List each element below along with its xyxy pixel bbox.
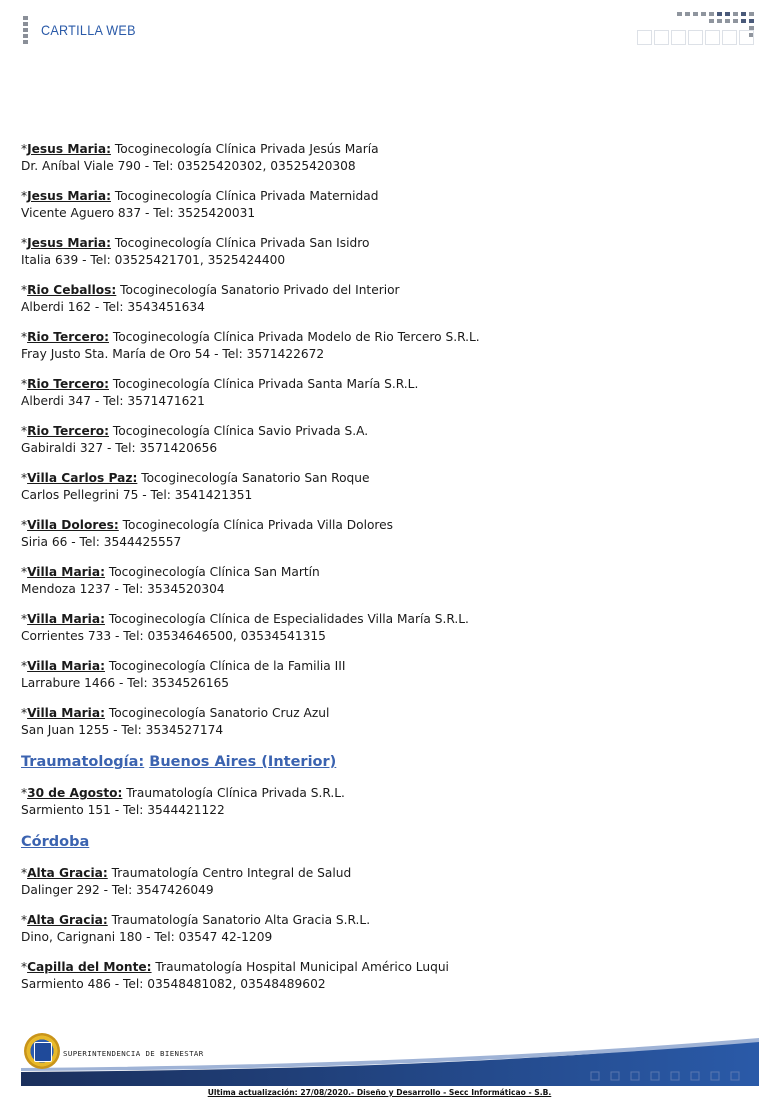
listing-description: Tocoginecología Clínica Privada Santa María S.R.L.	[109, 377, 419, 391]
listing-description: Traumatología Sanatorio Alta Gracia S.R.L.	[107, 913, 371, 927]
listing-entry	[21, 188, 741, 222]
listing-description: Tocoginecología Clínica Privada Jesús María	[110, 142, 379, 156]
listing-block-tocoginecologia	[21, 141, 741, 739]
listing-address: Larrabure 1466 - Tel: 3534526165	[21, 676, 230, 690]
listing-description: Tocoginecología Clínica Privada Modelo de Rio Tercero S.R.L.	[109, 330, 480, 344]
listing-description: Tocoginecología Clínica de Especialidades Villa María S.R.L.	[104, 612, 469, 626]
institution-logo-icon	[24, 1033, 60, 1069]
listing-title-line: *Villa Maria: Tocoginecología Sanatorio Cruz Azul	[21, 706, 330, 720]
section-region-link[interactable]: Córdoba	[21, 834, 90, 850]
listing-title-line: *Rio Tercero: Tocoginecología Clínica Savio Privada S.A.	[21, 424, 369, 438]
listing-address: Dino, Carignani 180 - Tel: 03547 42-1209	[21, 930, 273, 944]
page-header	[0, 0, 759, 60]
listing-city-link[interactable]: 30 de Agosto:	[27, 786, 123, 800]
header-title: CARTILLA WEB	[41, 22, 136, 38]
listing-title-line: *Capilla del Monte: Traumatología Hospital Municipal Américo Luqui	[21, 960, 449, 974]
listing-entry	[21, 959, 741, 993]
listing-description: Tocoginecología Sanatorio Cruz Azul	[104, 706, 330, 720]
listing-entry	[21, 470, 741, 504]
listing-block-cordoba	[21, 865, 741, 993]
listing-description: Traumatología Clínica Privada S.R.L.	[122, 786, 345, 800]
listing-city-link[interactable]: Villa Maria:	[27, 706, 105, 720]
listing-city-link[interactable]: Villa Maria:	[27, 565, 105, 579]
listing-description: Tocoginecología Clínica San Martín	[104, 565, 320, 579]
listing-entry	[21, 865, 741, 899]
directory-content	[21, 141, 741, 1006]
footer-update-note: Ultima actualización: 27/08/2020.- Diseño y Desarrollo - Secc Informáticao - S.B.	[207, 1088, 552, 1097]
section-heading-cordoba	[21, 832, 741, 852]
listing-city-link[interactable]: Rio Tercero:	[27, 424, 109, 438]
listing-title-line: *Villa Dolores: Tocoginecología Clínica Privada Villa Dolores	[21, 518, 394, 532]
footer-wave-banner	[21, 1038, 759, 1086]
listing-title-line: *Villa Carlos Paz: Tocoginecología Sanatorio San Roque	[21, 471, 370, 485]
header-pattern-icon	[637, 12, 759, 48]
listing-entry	[21, 282, 741, 316]
listing-entry	[21, 141, 741, 175]
listing-city-link[interactable]: Jesus Maria:	[27, 142, 111, 156]
listing-city-link[interactable]: Jesus Maria:	[27, 189, 111, 203]
listing-city-link[interactable]: Villa Dolores:	[27, 518, 119, 532]
listing-city-link[interactable]: Villa Maria:	[27, 659, 105, 673]
listing-address: San Juan 1255 - Tel: 3534527174	[21, 723, 224, 737]
listing-title-line: *Alta Gracia: Traumatología Centro Integral de Salud	[21, 866, 352, 880]
listing-title-line: *Jesus Maria: Tocoginecología Clínica Privada San Isidro	[21, 236, 370, 250]
listing-title-line: *Villa Maria: Tocoginecología Clínica de Especialidades Villa María S.R.L.	[21, 612, 469, 626]
listing-entry	[21, 517, 741, 551]
listing-city-link[interactable]: Jesus Maria:	[27, 236, 111, 250]
listing-description: Tocoginecología Clínica Savio Privada S.A.	[109, 424, 369, 438]
listing-entry	[21, 423, 741, 457]
listing-title-line: *Jesus Maria: Tocoginecología Clínica Privada Jesús María	[21, 142, 379, 156]
listing-address: Carlos Pellegrini 75 - Tel: 3541421351	[21, 488, 253, 502]
listing-title-line: *Alta Gracia: Traumatología Sanatorio Alta Gracia S.R.L.	[21, 913, 371, 927]
listing-entry	[21, 329, 741, 363]
listing-description: Tocoginecología Clínica Privada San Isidro	[110, 236, 370, 250]
listing-address: Vicente Aguero 837 - Tel: 3525420031	[21, 206, 256, 220]
listing-address: Dr. Aníbal Viale 790 - Tel: 03525420302, 03525420308	[21, 159, 356, 173]
header-bar-icon	[23, 16, 28, 46]
listing-title-line: *Rio Tercero: Tocoginecología Clínica Privada Santa María S.R.L.	[21, 377, 419, 391]
listing-address: Italia 639 - Tel: 03525421701, 3525424400	[21, 253, 286, 267]
listing-address: Fray Justo Sta. María de Oro 54 - Tel: 3571422672	[21, 347, 325, 361]
listing-description: Tocoginecología Sanatorio Privado del Interior	[116, 283, 400, 297]
listing-title-line: *30 de Agosto: Traumatología Clínica Privada S.R.L.	[21, 786, 345, 800]
section-heading-traumatologia	[21, 752, 741, 772]
listing-title-line: *Rio Ceballos: Tocoginecología Sanatorio Privado del Interior	[21, 283, 400, 297]
section-region-link[interactable]: Buenos Aires (Interior)	[149, 754, 337, 770]
listing-title-line: *Jesus Maria: Tocoginecología Clínica Privada Maternidad	[21, 189, 379, 203]
listing-address: Siria 66 - Tel: 3544425557	[21, 535, 182, 549]
listing-entry	[21, 658, 741, 692]
listing-city-link[interactable]: Alta Gracia:	[27, 913, 108, 927]
listing-address: Alberdi 162 - Tel: 3543451634	[21, 300, 205, 314]
listing-entry	[21, 235, 741, 269]
listing-description: Traumatología Hospital Municipal Américo Luqui	[151, 960, 449, 974]
listing-title-line: *Villa Maria: Tocoginecología Clínica San Martín	[21, 565, 320, 579]
footer-organization: SUPERINTENDENCIA DE BIENESTAR	[63, 1049, 204, 1058]
listing-address: Gabiraldi 327 - Tel: 3571420656	[21, 441, 218, 455]
listing-entry	[21, 564, 741, 598]
listing-title-line: *Villa Maria: Tocoginecología Clínica de la Familia III	[21, 659, 346, 673]
listing-entry	[21, 376, 741, 410]
listing-address: Sarmiento 486 - Tel: 03548481082, 03548489602	[21, 977, 326, 991]
listing-entry	[21, 611, 741, 645]
listing-description: Tocoginecología Clínica de la Familia III	[104, 659, 346, 673]
listing-address: Sarmiento 151 - Tel: 3544421122	[21, 803, 225, 817]
listing-city-link[interactable]: Villa Maria:	[27, 612, 105, 626]
listing-address: Alberdi 347 - Tel: 3571471621	[21, 394, 205, 408]
listing-entry	[21, 912, 741, 946]
listing-city-link[interactable]: Capilla del Monte:	[27, 960, 152, 974]
logo-shield-icon	[34, 1042, 52, 1062]
page-footer	[0, 1028, 759, 1101]
section-specialty-link[interactable]: Traumatología:	[21, 754, 145, 770]
listing-address: Dalinger 292 - Tel: 3547426049	[21, 883, 214, 897]
listing-title-line: *Rio Tercero: Tocoginecología Clínica Privada Modelo de Rio Tercero S.R.L.	[21, 330, 480, 344]
listing-description: Tocoginecología Sanatorio San Roque	[137, 471, 370, 485]
listing-city-link[interactable]: Rio Tercero:	[27, 330, 109, 344]
listing-description: Tocoginecología Clínica Privada Maternidad	[110, 189, 379, 203]
listing-address: Corrientes 733 - Tel: 03534646500, 03534541315	[21, 629, 326, 643]
listing-block-buenos-aires	[21, 785, 741, 819]
listing-city-link[interactable]: Rio Tercero:	[27, 377, 109, 391]
listing-entry	[21, 705, 741, 739]
listing-entry	[21, 785, 741, 819]
listing-city-link[interactable]: Villa Carlos Paz:	[27, 471, 138, 485]
listing-city-link[interactable]: Rio Ceballos:	[27, 283, 117, 297]
listing-address: Mendoza 1237 - Tel: 3534520304	[21, 582, 225, 596]
listing-description: Tocoginecología Clínica Privada Villa Dolores	[118, 518, 394, 532]
listing-description: Traumatología Centro Integral de Salud	[107, 866, 352, 880]
listing-city-link[interactable]: Alta Gracia:	[27, 866, 108, 880]
